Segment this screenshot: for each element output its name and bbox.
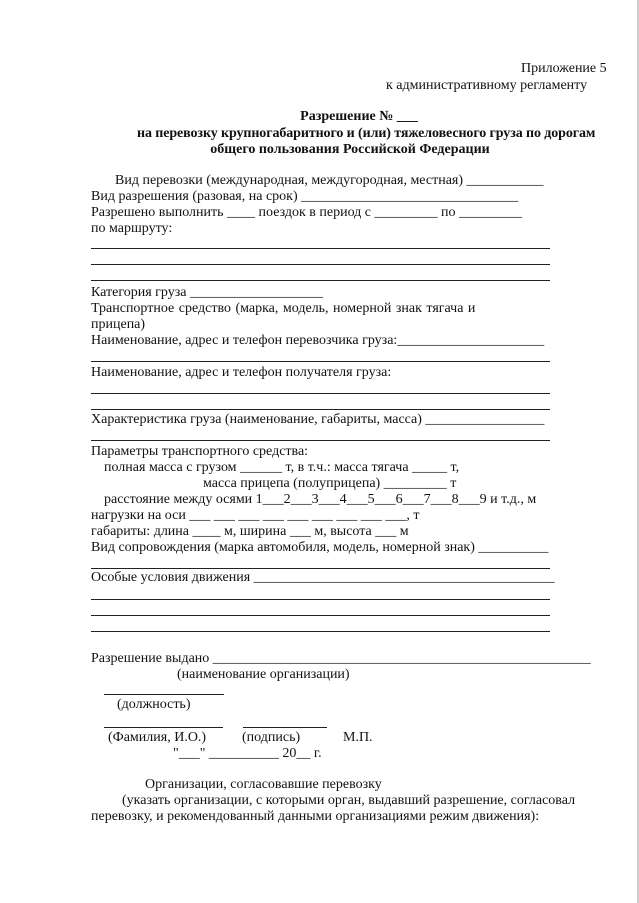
escort-line xyxy=(91,568,550,569)
position-line xyxy=(104,694,224,695)
transport-type-field: Вид перевозки (международная, междугородная, местная) ___________ xyxy=(115,173,544,188)
cargo-line xyxy=(91,440,550,441)
permit-subtitle-2: общего пользования Российской Федерации xyxy=(210,142,490,157)
route-line-3 xyxy=(91,280,550,281)
org-name-caption: (наименование организации) xyxy=(177,667,350,682)
trips-field: Разрешено выполнить ____ поездок в период с _________ по _________ xyxy=(91,205,523,220)
route-line-2 xyxy=(91,264,550,265)
approving-orgs-title: Организации, согласовавшие перевозку xyxy=(145,777,382,792)
date-field: "___" __________ 20__ г. xyxy=(173,746,322,761)
route-line-1 xyxy=(91,248,550,249)
seal-caption: М.П. xyxy=(343,730,373,745)
conditions-line-3 xyxy=(91,631,550,632)
dimensions-field: габариты: длина ____ м, ширина ___ м, высота ___ м xyxy=(91,524,409,539)
name-caption: (Фамилия, И.О.) xyxy=(108,730,207,745)
recipient-line-1 xyxy=(91,393,550,394)
axle-distance-field: расстояние между осями 1___2___3___4___5___6___7___8___9 и т.д., м xyxy=(104,492,537,507)
carrier-field: Наименование, адрес и телефон перевозчика груза:_____________________ xyxy=(91,333,545,348)
special-conditions-field: Особые условия движения ___________________________________________ xyxy=(91,570,555,585)
recipient-line-2 xyxy=(91,409,550,410)
name-line xyxy=(104,727,223,728)
permit-type-field: Вид разрешения (разовая, на срок) _______________________________ xyxy=(91,189,519,204)
trailer-mass-field: масса прицепа (полуприцепа) _________ т xyxy=(203,476,457,491)
conditions-line-1 xyxy=(91,599,550,600)
cargo-category-field: Категория груза ___________________ xyxy=(91,285,323,300)
permit-title: Разрешение № ___ xyxy=(300,109,418,124)
gross-mass-field: полная масса с грузом ______ т, в т.ч.: масса тягача _____ т, xyxy=(104,460,460,475)
vehicle-params-title: Параметры транспортного средства: xyxy=(91,444,309,459)
recipient-field: Наименование, адрес и телефон получателя груза: xyxy=(91,365,392,380)
signature-line xyxy=(243,727,327,728)
route-label: по маршруту: xyxy=(91,221,173,236)
approving-orgs-note: (указать организации, с которыми орган, выдавший разрешение, согласовал xyxy=(122,793,576,808)
signature-caption: (подпись) xyxy=(242,730,301,745)
escort-field: Вид сопровождения (марка автомобиля, модель, номерной знак) __________ xyxy=(91,540,549,555)
permit-subtitle: на перевозку крупногабаритного и (или) тяжеловесного груза по дорогам xyxy=(137,126,596,141)
issued-by-field: Разрешение выдано ______________________________________________________ xyxy=(91,651,591,666)
vehicle-field: Транспортное средство (марка, модель, номерной знак тягача и xyxy=(91,301,476,316)
appendix-label: Приложение 5 xyxy=(521,61,607,76)
carrier-line xyxy=(91,361,550,362)
vehicle-field-cont: прицепа) xyxy=(91,317,146,332)
conditions-line-2 xyxy=(91,615,550,616)
position-caption: (должность) xyxy=(117,697,191,712)
approving-orgs-note-cont: перевозку, и рекомендованный данными организациями режим движения): xyxy=(91,809,540,824)
regulation-label: к административному регламенту xyxy=(386,78,588,93)
axle-loads-field: нагрузки на оси ___ ___ ___ ___ ___ ___ ___ ___ ___, т xyxy=(91,508,420,523)
cargo-characteristics-field: Характеристика груза (наименование, габариты, масса) _________________ xyxy=(91,412,545,427)
